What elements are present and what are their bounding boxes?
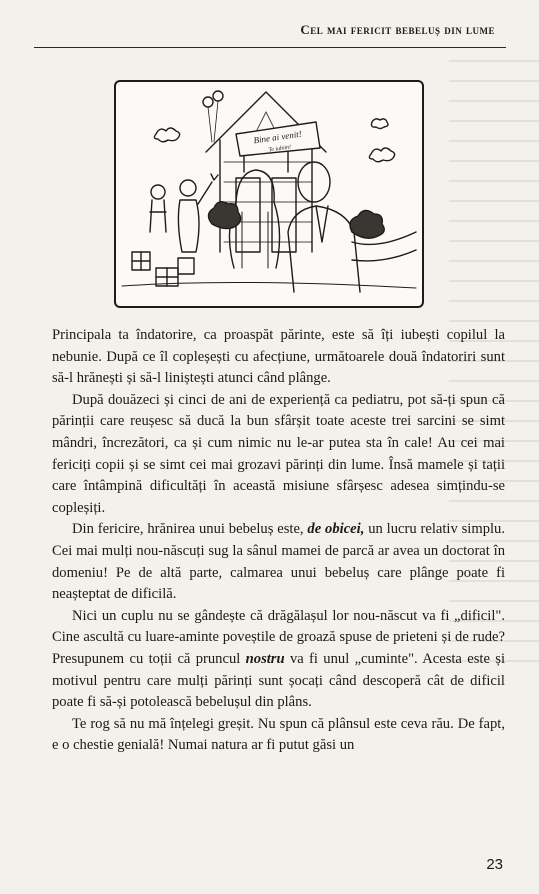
woman-head	[180, 180, 196, 196]
paragraph: Nici un cuplu nu se gândește că drăgălașul lor nou-născut va fi „dificil". Cine ascultă cu luare-aminte poveștile de groază spuse de prieteni și de rude? Presupunem cu toții că pruncul nostru va fi unul „cuminte". Acesta este și motivul pentru care mulți părinți sunt șocați când descoperă cât de dificil poate fi să-și potolească bebelușul din plâns.	[52, 607, 506, 711]
paragraph: Din fericire, hrănirea unui bebeluș este, de obicei, un lucru relativ simplu. Cei mai mulți nou-născuți sug la sânul mamei de parcă ar avea un doctorat în domeniu! Pe de altă parte, calmarea unui bebeluș care plânge poate fi neașteptat de dificilă.	[52, 521, 505, 603]
bush	[350, 210, 384, 238]
cloud	[369, 148, 394, 162]
bush	[208, 202, 240, 229]
paragraph: Te rog să nu mă înțelegi greșit. Nu spun că plânsul este ceva rău. De fapt, e o chestie genială! Numai natura ar fi putut găsi un	[52, 715, 505, 754]
gift-box	[178, 258, 194, 274]
child-head	[151, 185, 165, 199]
running-header: Cel mai fericit bebeluș din lume	[300, 22, 495, 37]
sign-text: Bine ai venit!	[252, 128, 303, 146]
page-number: 23	[486, 856, 503, 873]
building-walls	[220, 140, 312, 252]
sign-subtext: Te iubim!	[268, 144, 292, 154]
cloud	[372, 119, 389, 129]
paragraph: Principala ta îndatorire, ca proaspăt părinte, este să îți iubești copilul la nebunie. După ce îl copleșești cu afecțiune, următoarele două îndatoriri sunt să-l hrănești și să-l liniștești atunci când plânge.	[52, 327, 505, 387]
father-body	[288, 206, 360, 292]
cloud	[154, 128, 179, 142]
balloon	[203, 97, 213, 107]
body-text	[52, 325, 505, 757]
cartoon-drawing	[116, 82, 422, 306]
balloon	[213, 91, 223, 101]
paragraph: După douăzeci și cinci de ani de experiență ca pediatru, pot să-ți spun că părinții care reușesc să ducă la bun sfârșit toate aceste trei sarcini se simt mândri, încrezători, ca și cum nimic nu le-ar putea sta în cale! Au cei mai fericiți copii și se simt cei mai grozavi părinți din lume. Însă mamele și tații care întâmpină dificultăți în această misiune sfârșesc adesea simțindu-se copleșiți.	[52, 391, 505, 516]
emphasis: de obicei,	[307, 521, 365, 538]
emphasis: nostru	[245, 650, 285, 667]
header-rule	[34, 47, 506, 48]
right-door	[272, 178, 296, 252]
cartoon-illustration	[114, 80, 424, 308]
